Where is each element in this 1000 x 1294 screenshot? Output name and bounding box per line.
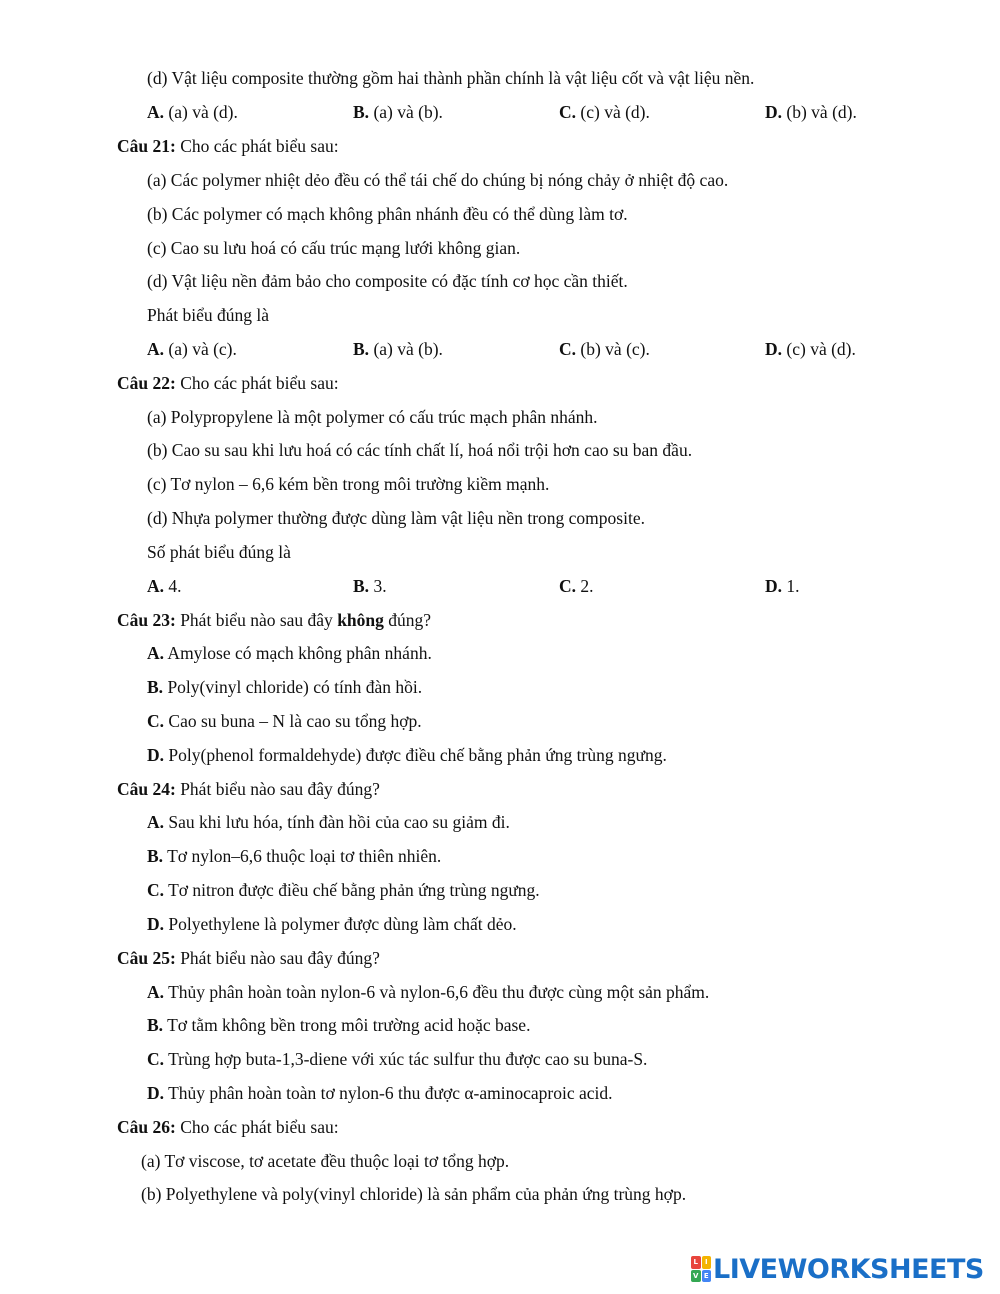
item-label: D. — [147, 914, 165, 934]
answer-option — [147, 1082, 612, 1104]
statement-line — [147, 473, 549, 495]
item-text-tail: đúng? — [383, 610, 432, 630]
item-text: (a) Các polymer nhiệt dẻo đều có thể tái chế do chúng bị nóng chảy ở nhiệt độ cao. — [147, 170, 729, 190]
choice-label: C. — [559, 339, 577, 359]
answer-choice[interactable] — [559, 338, 650, 360]
item-label: C. — [147, 711, 165, 731]
choice-label: B. — [353, 576, 370, 596]
statement-line — [147, 169, 728, 191]
item-text: Poly(phenol formaldehyde) được điều chế bằng phản ứng trùng ngưng. — [164, 745, 667, 765]
choice-text: 4. — [164, 576, 182, 596]
choice-label: A. — [147, 576, 165, 596]
item-text: Thủy phân hoàn toàn tơ nylon-6 thu được α-aminocaproic acid. — [164, 1083, 613, 1103]
answer-option — [147, 676, 422, 698]
item-label: B. — [147, 846, 164, 866]
item-label: B. — [147, 677, 164, 697]
statement-line — [141, 1150, 509, 1172]
statement-line — [147, 270, 628, 292]
choice-text: 3. — [369, 576, 387, 596]
item-text: (c) Cao su lưu hoá có cấu trúc mạng lưới không gian. — [147, 238, 521, 258]
choice-text: (a) và (b). — [369, 339, 443, 359]
choice-text: (b) và (d). — [782, 102, 857, 122]
answer-choice[interactable] — [559, 101, 650, 123]
answer-choice[interactable] — [559, 575, 594, 597]
choice-label: B. — [353, 102, 370, 122]
item-text: Số phát biểu đúng là — [147, 542, 291, 562]
answer-option — [147, 981, 709, 1003]
statement-line — [147, 541, 291, 563]
item-text: Tơ nylon–6,6 thuộc loại tơ thiên nhiên. — [163, 846, 442, 866]
choice-label: D. — [765, 102, 783, 122]
answer-choice[interactable] — [765, 575, 800, 597]
answer-choice[interactable] — [353, 101, 443, 123]
item-label: Câu 24: — [117, 779, 176, 799]
item-text: Phát biểu nào sau đây đúng? — [175, 779, 380, 799]
item-text: Cao su buna – N là cao su tổng hợp. — [164, 711, 422, 731]
item-text: Cho các phát biểu sau: — [175, 373, 339, 393]
answer-option — [147, 811, 510, 833]
logo-mark-tile: V — [691, 1270, 701, 1283]
item-text: (d) Vật liệu nền đảm bảo cho composite có đặc tính cơ học cần thiết. — [147, 271, 628, 291]
choice-text: (c) và (d). — [576, 102, 650, 122]
statement-line — [147, 237, 520, 259]
item-text: (b) Các polymer có mạch không phân nhánh đều có thể dùng làm tơ. — [147, 204, 628, 224]
emphasis-text: không — [337, 610, 384, 630]
item-label: C. — [147, 1049, 165, 1069]
answer-option — [147, 845, 441, 867]
item-text: Amylose có mạch không phân nhánh. — [164, 643, 432, 663]
item-text: (d) Vật liệu composite thường gồm hai thành phần chính là vật liệu cốt và vật liệu nền. — [147, 68, 755, 88]
item-text: (a) Polypropylene là một polymer có cấu trúc mạch phân nhánh. — [147, 407, 598, 427]
item-text: Tơ tằm không bền trong môi trường acid hoặc base. — [163, 1015, 531, 1035]
item-label: C. — [147, 880, 165, 900]
item-label: A. — [147, 982, 165, 1002]
answer-choice[interactable] — [147, 101, 238, 123]
choice-text: 2. — [576, 576, 594, 596]
answer-option — [147, 1048, 647, 1070]
choice-text: (b) và (c). — [576, 339, 650, 359]
choice-label: D. — [765, 339, 783, 359]
item-text: Thủy phân hoàn toàn nylon-6 và nylon-6,6 đều thu được cùng một sản phẩm. — [164, 982, 710, 1002]
answer-choice[interactable] — [765, 338, 856, 360]
logo-mark-tile: I — [702, 1256, 712, 1269]
item-label: A. — [147, 812, 165, 832]
choice-label: A. — [147, 339, 165, 359]
item-label: A. — [147, 643, 165, 663]
choice-text: (a) và (b). — [369, 102, 443, 122]
item-text: Polyethylene là polymer được dùng làm chất dẻo. — [164, 914, 517, 934]
answer-choice[interactable] — [765, 101, 857, 123]
answer-option — [147, 1014, 530, 1036]
question-stem — [117, 947, 380, 969]
item-text: Phát biểu nào sau đây — [175, 610, 338, 630]
choice-text: 1. — [782, 576, 800, 596]
question-stem — [117, 135, 339, 157]
statement-line — [147, 203, 628, 225]
question-stem — [117, 1116, 339, 1138]
choice-label: D. — [765, 576, 783, 596]
choice-text: (a) và (c). — [164, 339, 237, 359]
choice-text: (c) và (d). — [782, 339, 856, 359]
liveworksheets-logo-icon — [691, 1256, 711, 1282]
item-label: Câu 23: — [117, 610, 176, 630]
item-label: D. — [147, 1083, 165, 1103]
choice-label: C. — [559, 102, 577, 122]
item-label: Câu 21: — [117, 136, 176, 156]
answer-choice[interactable] — [147, 575, 182, 597]
logo-mark-tile: E — [702, 1270, 712, 1283]
item-label: Câu 25: — [117, 948, 176, 968]
answer-option — [147, 642, 432, 664]
liveworksheets-logo — [691, 1253, 984, 1285]
item-text: Phát biểu đúng là — [147, 305, 269, 325]
logo-mark-tile: L — [691, 1256, 701, 1269]
question-stem — [117, 609, 431, 631]
item-text: Tơ nitron được điều chế bằng phản ứng trùng ngưng. — [164, 880, 540, 900]
statement-line — [141, 1183, 686, 1205]
choice-label: A. — [147, 102, 165, 122]
answer-choice[interactable] — [353, 338, 443, 360]
answer-choice[interactable] — [353, 575, 387, 597]
statement-line — [147, 304, 269, 326]
statement-line — [147, 406, 597, 428]
item-text: (c) Tơ nylon – 6,6 kém bền trong môi trường kiềm mạnh. — [147, 474, 550, 494]
choice-label: C. — [559, 576, 577, 596]
item-text: Sau khi lưu hóa, tính đàn hồi của cao su giảm đi. — [164, 812, 510, 832]
statement-line — [147, 67, 754, 89]
item-label: B. — [147, 1015, 164, 1035]
item-text: Cho các phát biểu sau: — [175, 136, 339, 156]
item-label: Câu 22: — [117, 373, 176, 393]
item-label: Câu 26: — [117, 1117, 176, 1137]
item-text: (b) Cao su sau khi lưu hoá có các tính chất lí, hoá nổi trội hơn cao su ban đầu. — [147, 440, 693, 460]
statement-line — [147, 439, 692, 461]
item-text: (b) Polyethylene và poly(vinyl chloride) là sản phẩm của phản ứng trùng hợp. — [141, 1184, 687, 1204]
answer-option — [147, 744, 667, 766]
question-stem — [117, 778, 380, 800]
answer-option — [147, 913, 517, 935]
answer-choice[interactable] — [147, 338, 237, 360]
item-text: Cho các phát biểu sau: — [175, 1117, 339, 1137]
item-text: Poly(vinyl chloride) có tính đàn hồi. — [163, 677, 423, 697]
answer-option — [147, 710, 422, 732]
item-text: (a) Tơ viscose, tơ acetate đều thuộc loại tơ tổng hợp. — [141, 1151, 510, 1171]
answer-option — [147, 879, 540, 901]
liveworksheets-logo-text: LIVEWORKSHEETS — [713, 1253, 984, 1285]
item-text: (d) Nhựa polymer thường được dùng làm vật liệu nền trong composite. — [147, 508, 645, 528]
item-text: Trùng hợp buta-1,3-diene với xúc tác sulfur thu được cao su buna-S. — [164, 1049, 648, 1069]
item-label: D. — [147, 745, 165, 765]
choice-text: (a) và (d). — [164, 102, 238, 122]
item-text: Phát biểu nào sau đây đúng? — [175, 948, 380, 968]
question-stem — [117, 372, 339, 394]
statement-line — [147, 507, 645, 529]
choice-label: B. — [353, 339, 370, 359]
